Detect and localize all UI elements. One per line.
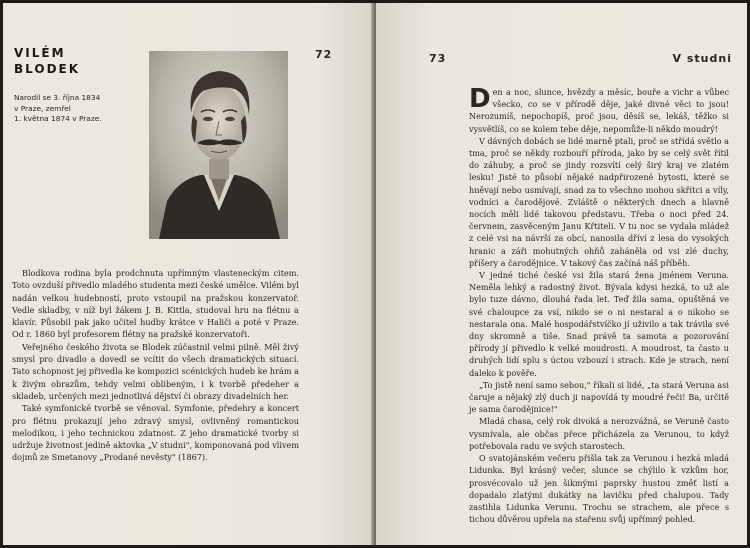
paragraph: O svatojánském večeru přišla tak za Verunou i hezká mladá Lidunka. Byl krásný večer, slunce se chýlilo k vzkům hor, prosvécovalo už jen šikmými paprsky hustou změť listí a dopadalo zlatými dukátky na lavičku před chalupou. Tady zastihla Lidunka Verunu. Trochu se strachem, ale přece s tichou důvěrou upřela na stařenu svůj upřímný pohled. (469, 453, 729, 525)
portrait-engraving-icon (149, 51, 288, 239)
paragraph: V dávných dobách se lidé marně ptali, proč se střídá světlo a tma, proč se někdy rozbouří příroda, jako by se celý svět řítil do záhuby, a proč se jindy rozsvítí celý širý kraj ve zlatém lesku! Jisté to působí nějaké nadpřirozené bytosti, které se hněvají nebo usmívají, snad za to všechno mohou skřítci a víly, vodníci a čarodějové. Zvláště o některých dnech a hlavně nocích měli lidé takovou představu. Třeba o noci před 24. červnem, zasvěceným Janu Křtiteli. V tu noc se vydala mládež z celé vsi na návrší za obcí, nanosila dříví z lesa do vysokých hranic a záři mohutných ohňů zaháněla od vsi zlé duchy, příšery a čarodějnice. V takový čas začíná náš příběh. (469, 135, 729, 268)
page-number-left: 72 (315, 48, 333, 61)
left-page (3, 3, 373, 545)
story-text (469, 86, 729, 525)
bio-line: v Praze, zemřel (14, 103, 71, 113)
paragraph: Veřejného českého života se Blodek zúčastnil velmi pilně. Měl živý smysl pro divadlo a dovedl se vcítit do všech dramatických situací. Tato schopnost jej přivedla ke kompozici scénických hudeb ke hrám a k živým obrazům, tehdy velmi oblibeným, i k tvorbě předeher a skladeb, určených mezi jednotlivá dějství či obrazy divadelních her. (12, 341, 299, 401)
right-page (376, 3, 747, 545)
composer-title (14, 45, 80, 77)
paragraph: V jedné tiché české vsi žila stará žena jménem Veruna. Neměla lehký a radostný život. Bývala kdysi hezká, to už ale bylo tuze dávno, dlouhá řada let. Teď žila sama, opuštěná ve své chaloupce za vsí, nikdo se o ni nestaral a o nikoho se nestarala ona. Malé hospodářstvíčko jí uživilo a tak trávila své dny skromně a tiše. Snad právě ta samota a pozorování přírody jí přivedlo k velké moudrosti. A moudrost, ta často u druhých lidí splu s úctou vzbouzí i strach. Kde je strach, není daleko k pověře. (469, 270, 729, 378)
paragraph: Také symfonické tvorbě se věnoval. Symfonie, předehry a koncert pro flétnu prokazují jeho zdravý smysl, ovlivněný romantickou melodikou, i jeho technickou zdatnost. Z jeho dramatické tvorby si udržuje životnost jedině aktovka „V studni", komponovaná pod vlivem dojmů ze Smetanovy „Prodané nevěsty" (1867). (12, 403, 299, 463)
first-paragraph-text: en a noc, slunce, hvězdy a měsíc, bouře a vichr a vůbec všecko, co se v přírodě děje, jaké divné věci to jsou! Nerozumíš, nepochopíš, proč jsou, děsíš se, lekáš, těžko si vysvětlíš, co se kolem tebe děje, nepomůže-li někdo moudrý! (469, 87, 729, 134)
title-last-name: BLODEK (14, 62, 81, 76)
paragraph: „To jistě není samo sebou," říkali si lidé, „ta stará Veruna asi čaruje a nějaký zlý duch ji napovídá ty moudré řeči! Ba, určitě je sama čarodějnice!" (469, 379, 729, 415)
bio-line: 1. května 1874 v Praze. (14, 114, 102, 123)
book-spread (3, 3, 747, 545)
bio-line: Narodil se 3. října 1834 (14, 93, 101, 102)
paragraph: Blodkova rodina byla prodchnuta upřímným vlasteneckým citem. Toto ovzduší přivedlo mladého studenta mezi české umělce. Vilém byl nadán velkou hudebností, proto vstoupil na pražskou konzervatoř. Vedle skladby, v níž byl žákem J. B. Kittla, studoval hru na flétnu a klavír. Působil pak jako učitel hudby krátce v Haliči a poté v Praze. Od r. 1860 byl profesorem flétny na pražské konzervatoři. (12, 268, 299, 340)
running-head: V studni (672, 52, 732, 65)
first-paragraph (469, 86, 729, 135)
bio-note (14, 93, 114, 125)
paragraph: Mladá chasa, celý rok divoká a nerozvážná, se Veruně často vysmívala, ale občas přece přicházela za Verunou, to když potřebovala radu ve svých starostech. (469, 416, 729, 451)
biography-text (12, 267, 299, 464)
drop-cap: D (469, 84, 491, 114)
title-first-name: VILÉM (14, 46, 66, 60)
page-number-right: 73 (429, 52, 447, 65)
